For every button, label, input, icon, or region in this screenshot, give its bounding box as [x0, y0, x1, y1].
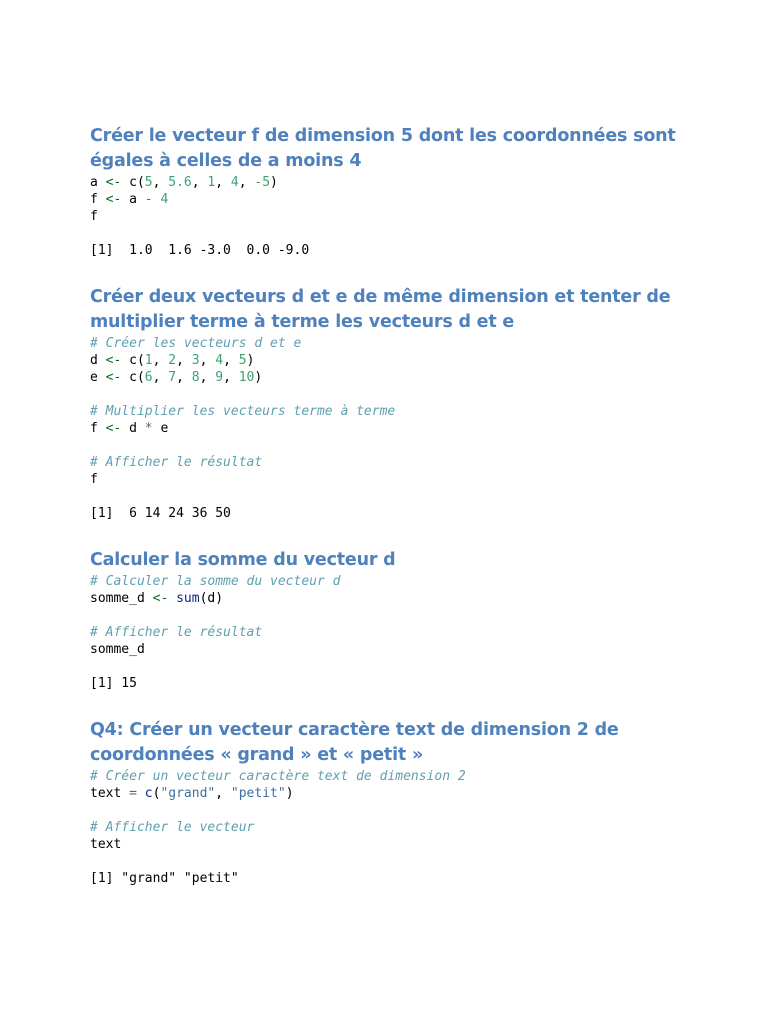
code-line-f-mul: f <- d * e	[90, 421, 169, 436]
section-3	[90, 548, 396, 692]
code-comment: # Afficher le vecteur	[90, 820, 255, 835]
code-line-somme-assign: somme_d <- sum(d)	[90, 591, 224, 606]
output-1: [1] 1.0 1.6 -3.0 0.0 -9.0	[90, 243, 310, 258]
code-line-f-assign: f <- a - 4	[90, 192, 169, 207]
code-comment: # Afficher le résultat	[90, 455, 263, 470]
code-comment: # Créer les vecteurs d et e	[90, 336, 302, 351]
code-line-text-print: text	[90, 837, 122, 852]
code-line-f-print: f	[90, 472, 98, 487]
section-4	[90, 718, 690, 887]
code-line-f-print: f	[90, 209, 98, 224]
code-line-text-assign: text = c("grand", "petit")	[90, 786, 294, 801]
section-4-heading: Q4: Créer un vecteur caractère text de dimension 2 de coordonnées « grand » et « petit »	[90, 720, 619, 765]
code-block-3	[90, 573, 396, 658]
output-3: [1] 15	[90, 676, 137, 691]
section-2-heading: Créer deux vecteurs d et e de même dimension et tenter de multiplier terme à terme les vecteurs d et e	[90, 287, 671, 332]
code-comment: # Créer un vecteur caractère text de dimension 2	[90, 769, 466, 784]
code-block-4	[90, 768, 690, 853]
code-comment: # Calculer la somme du vecteur d	[90, 574, 341, 589]
output-4: [1] "grand" "petit"	[90, 871, 239, 886]
code-block-2	[90, 335, 690, 488]
code-comment: # Afficher le résultat	[90, 625, 263, 640]
code-block-1	[90, 174, 690, 225]
section-1	[90, 124, 690, 259]
section-1-heading: Créer le vecteur f de dimension 5 dont les coordonnées sont égales à celles de a moins 4	[90, 126, 676, 171]
code-line-d-assign: d <- c(1, 2, 3, 4, 5)	[90, 353, 255, 368]
code-line-somme-print: somme_d	[90, 642, 145, 657]
section-3-heading: Calculer la somme du vecteur d	[90, 550, 396, 570]
code-line-a-assign: a <- c(5, 5.6, 1, 4, -5)	[90, 175, 278, 190]
output-2: [1] 6 14 24 36 50	[90, 506, 231, 521]
code-comment: # Multiplier les vecteurs terme à terme	[90, 404, 396, 419]
code-line-e-assign: e <- c(6, 7, 8, 9, 10)	[90, 370, 263, 385]
section-2	[90, 285, 690, 522]
